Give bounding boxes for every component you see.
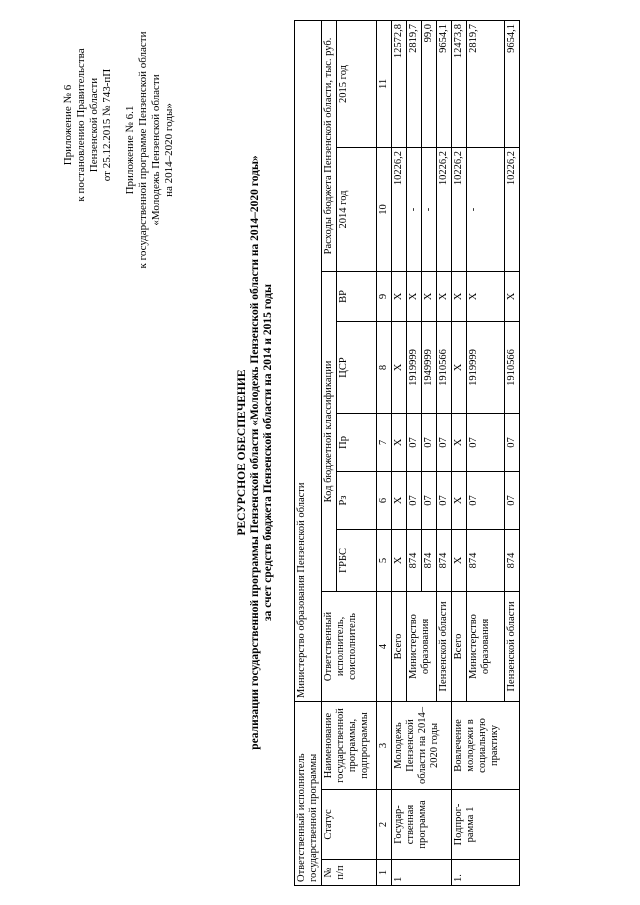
title-line: реализации государственной программы Пензенской области «Молодежь Пензенской области на 2014–2020 годы» <box>249 155 261 750</box>
row-vr: Х <box>392 271 407 321</box>
row-vr: Х <box>437 271 452 321</box>
resource-table <box>294 20 520 886</box>
row-2015: 9654,1 <box>505 20 520 147</box>
row-grbs: 874 <box>437 529 452 591</box>
row-csr: 1910566 <box>437 321 452 413</box>
row-vr: Х <box>452 271 467 321</box>
column-number: 8 <box>377 321 392 413</box>
row-2014: 10226,2 <box>392 147 407 271</box>
header-2015: 2015 год <box>337 20 377 147</box>
row-executor: Министерство образования <box>407 591 437 701</box>
row-2015: 9654,1 <box>437 20 452 147</box>
row-2015: 99,0 <box>422 20 437 147</box>
row-csr: Х <box>392 321 407 413</box>
appendix-6-1-line: к государственной программе Пензенской области <box>137 31 149 269</box>
header-row-main <box>322 20 337 885</box>
column-number: 9 <box>377 271 392 321</box>
row-rz: Х <box>392 471 407 529</box>
row-rz: Х <box>452 471 467 529</box>
appendix-6-1-caption <box>124 20 176 280</box>
row-grbs: 874 <box>467 529 505 591</box>
column-number: 4 <box>377 591 392 701</box>
header-row-top <box>295 20 322 885</box>
column-number: 1 <box>377 860 392 886</box>
subprogram-status: Подпрог-рамма 1 <box>452 790 520 860</box>
column-number: 5 <box>377 529 392 591</box>
document-title <box>236 0 275 905</box>
program-num: 1 <box>392 860 452 886</box>
header-vr: ВР <box>337 271 377 321</box>
row-executor: Пензенской области <box>437 591 452 701</box>
header-rz: Рз <box>337 471 377 529</box>
header-executor: Ответственный исполнитель, соисполнитель <box>322 591 377 701</box>
header-csr: ЦСР <box>337 321 377 413</box>
header-2014: 2014 год <box>337 147 377 271</box>
row-rz: 07 <box>467 471 505 529</box>
subprogram-num: 1. <box>452 860 520 886</box>
row-grbs: 874 <box>422 529 437 591</box>
column-number: 10 <box>377 147 392 271</box>
row-rz: 07 <box>437 471 452 529</box>
row-2014: - <box>467 147 505 271</box>
column-number: 2 <box>377 790 392 860</box>
row-pr: Х <box>452 413 467 471</box>
appendix-6-line: от 25.12.2015 № 743-пП <box>101 68 113 182</box>
row-executor: Министерство образования <box>467 591 505 701</box>
appendix-6-line: Пензенской области <box>88 77 100 173</box>
row-pr: 07 <box>505 413 520 471</box>
header-ministry: Министерство образования Пензенской области <box>295 20 322 701</box>
row-vr: Х <box>407 271 422 321</box>
header-grbs: ГРБС <box>337 529 377 591</box>
appendix-6-1-line: Приложение № 6.1 <box>124 105 136 195</box>
column-number: 6 <box>377 471 392 529</box>
table-row <box>452 20 467 885</box>
row-vr: Х <box>422 271 437 321</box>
row-2014: - <box>407 147 422 271</box>
row-vr: Х <box>467 271 505 321</box>
row-pr: 07 <box>422 413 437 471</box>
row-grbs: Х <box>392 529 407 591</box>
row-vr: Х <box>505 271 520 321</box>
row-2015: 2819,7 <box>467 20 505 147</box>
header-status: Статус <box>322 790 377 860</box>
appendix-6-1-line: «Молодежь Пензенской области <box>150 74 162 226</box>
row-2015: 12572,8 <box>392 20 407 147</box>
header-num: № п/п <box>322 860 377 886</box>
header-name: Наименование государственной программы, подпрограммы <box>322 701 377 789</box>
column-number: 3 <box>377 701 392 789</box>
row-executor: Всего <box>452 591 467 701</box>
row-rz: 07 <box>407 471 422 529</box>
subprogram-name: Вовлечение молодежи в социальную практику <box>452 701 520 789</box>
header-budget-code: Код бюджетной классификации <box>322 271 337 591</box>
row-csr: 1919999 <box>467 321 505 413</box>
row-rz: 07 <box>505 471 520 529</box>
row-grbs: 874 <box>505 529 520 591</box>
column-number-row <box>377 20 392 885</box>
row-pr: 07 <box>467 413 505 471</box>
header-responsible-program: Ответственный исполнитель государственной программы <box>295 701 322 885</box>
table-row <box>392 20 407 885</box>
row-grbs: 874 <box>407 529 422 591</box>
row-csr: 1949999 <box>422 321 437 413</box>
header-expenses: Расходы бюджета Пензенской области, тыс. руб. <box>322 20 337 271</box>
row-2014: - <box>422 147 437 271</box>
row-2015: 2819,7 <box>407 20 422 147</box>
row-executor: Пензенской области <box>505 591 520 701</box>
row-executor: Всего <box>392 591 407 701</box>
appendix-6-1-line: на 2014–2020 годы» <box>163 103 175 197</box>
appendix-6-caption <box>62 25 114 225</box>
row-pr: 07 <box>437 413 452 471</box>
header-pr: Пр <box>337 413 377 471</box>
title-line: за счет средств бюджета Пензенской области на 2014 и 2015 годы <box>262 284 274 621</box>
row-2014: 10226,2 <box>452 147 467 271</box>
row-pr: 07 <box>407 413 422 471</box>
program-name: Молодежь Пензенской области на 2014–2020 годы <box>392 701 452 789</box>
appendix-6-line: Приложение № 6 <box>62 84 74 166</box>
row-2014: 10226,2 <box>505 147 520 271</box>
column-number: 7 <box>377 413 392 471</box>
row-csr: 1919999 <box>407 321 422 413</box>
column-number: 11 <box>377 20 392 147</box>
row-rz: 07 <box>422 471 437 529</box>
row-csr: 1910566 <box>505 321 520 413</box>
row-csr: Х <box>452 321 467 413</box>
row-2015: 12473,8 <box>452 20 467 147</box>
program-status: Государ-ственная программа <box>392 790 452 860</box>
appendix-6-line: к постановлению Правительства <box>75 48 87 202</box>
row-pr: Х <box>392 413 407 471</box>
row-2014: 10226,2 <box>437 147 452 271</box>
row-grbs: Х <box>452 529 467 591</box>
title-line: РЕСУРСНОЕ ОБЕСПЕЧЕНИЕ <box>236 369 248 536</box>
